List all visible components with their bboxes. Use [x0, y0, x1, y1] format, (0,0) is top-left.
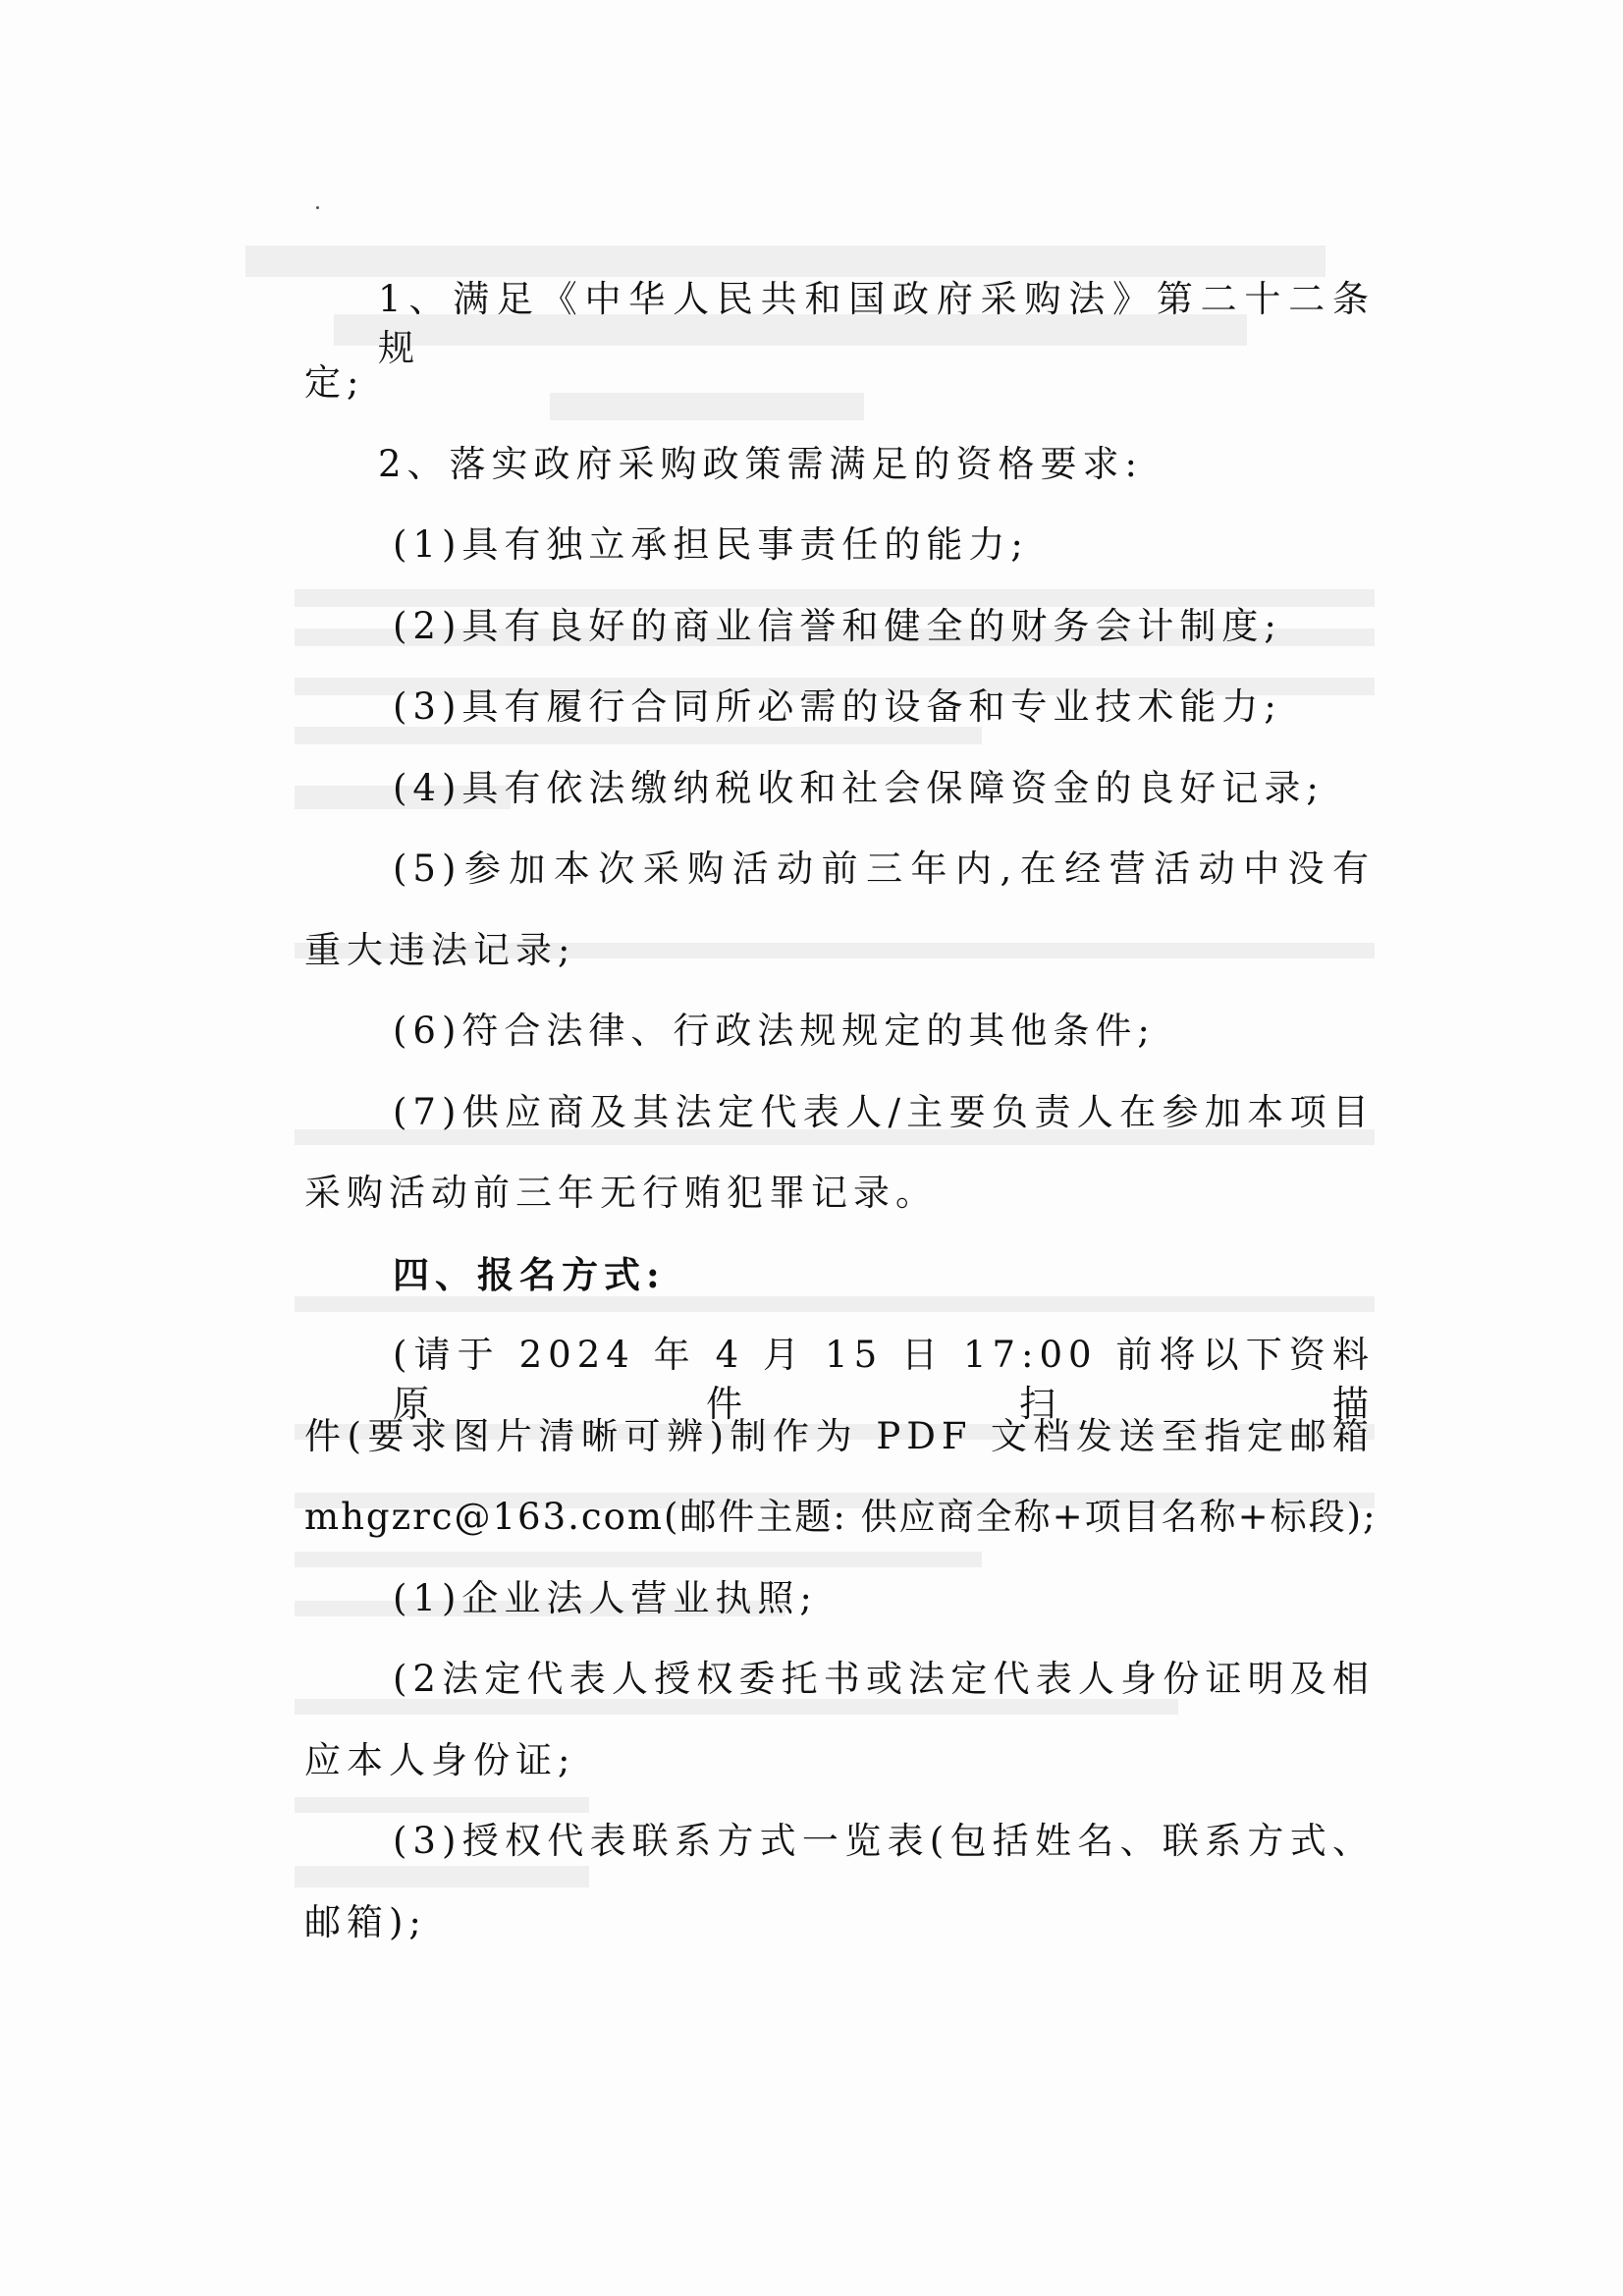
- email-line: mhgzrc@163.com(邮件主题: 供应商全称+项目名称+标段);: [304, 1496, 1378, 1538]
- text-line-1: 1、满足《中华人民共和国政府采购法》第二十二条规: [378, 278, 1375, 369]
- text-line-20: (3)授权代表联系方式一览表(包括姓名、联系方式、: [393, 1820, 1375, 1862]
- scan-speck: [316, 206, 319, 209]
- text-line-7: (4)具有依法缴纳税收和社会保障资金的良好记录;: [393, 767, 1325, 809]
- text-line-5: (2)具有良好的商业信誉和健全的财务会计制度;: [393, 605, 1282, 647]
- section-heading: 四、报名方式:: [393, 1253, 666, 1296]
- text-line-14: (请于 2024 年 4 月 15 日 17:00 前将以下资料原件扫描: [393, 1334, 1375, 1425]
- text-line-4: (1)具有独立承担民事责任的能力;: [393, 523, 1029, 566]
- text-line-9: 重大违法记录;: [304, 929, 576, 971]
- text-line-3: 2、落实政府采购政策需满足的资格要求:: [378, 443, 1144, 485]
- text-line-17: (1)企业法人营业执照;: [393, 1577, 818, 1619]
- text-line-18: (2法定代表人授权委托书或法定代表人身份证明及相: [393, 1658, 1375, 1700]
- text-line-21: 邮箱);: [304, 1901, 427, 1943]
- text-line-15: 件(要求图片清晰可辨)制作为 PDF 文档发送至指定邮箱: [304, 1415, 1375, 1457]
- text-line-10: (6)符合法律、行政法规规定的其他条件;: [393, 1010, 1156, 1052]
- text-line-11: (7)供应商及其法定代表人/主要负责人在参加本项目: [393, 1091, 1375, 1133]
- text-line-19: 应本人身份证;: [304, 1739, 576, 1781]
- text-line-6: (3)具有履行合同所必需的设备和专业技术能力;: [393, 685, 1282, 728]
- text-line-8: (5)参加本次采购活动前三年内,在经营活动中没有: [393, 847, 1375, 890]
- text-line-12: 采购活动前三年无行贿犯罪记录。: [304, 1172, 938, 1214]
- text-line-2: 定;: [304, 361, 365, 404]
